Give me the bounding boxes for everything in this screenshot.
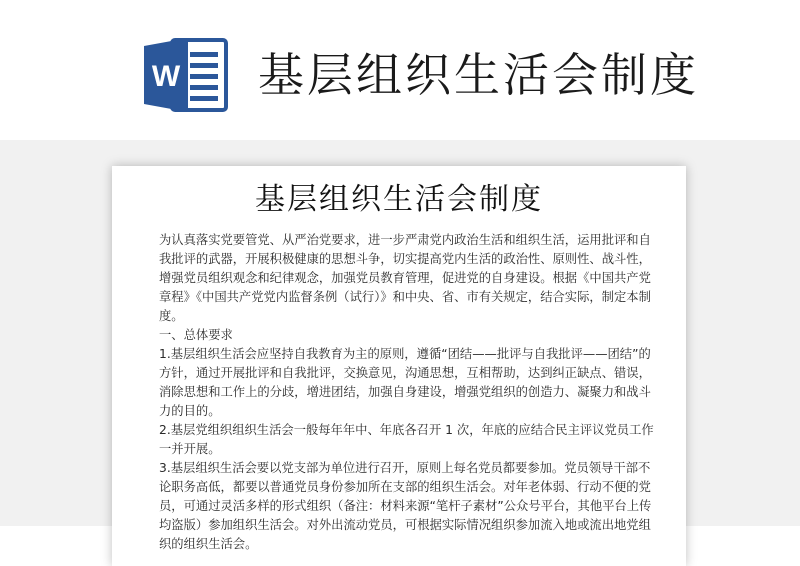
document-line: 3.基层组织生活会要以党支部为单位进行召开，原则上每名党员都要参加。党员领导干部不 [159, 461, 651, 475]
document-line: 章程》《中国共产党党内监督条例（试行）》和中央、省、市有关规定，结合实际，制定本制 [159, 290, 651, 304]
document-line: 均盗版）参加组织生活会。对外出流动党员，可根据实际情况组织参加流入地或流出地党组 [159, 518, 651, 532]
document-line: 力的目的。 [159, 404, 221, 418]
document-line: 消除思想和工作上的分歧，增进团结，加强自身建设，增强党组织的创造力、凝聚力和战斗 [159, 385, 651, 399]
document-line: 增强党员组织观念和纪律观念，加强党员教育管理，促进党的自身建设。根据《中国共产党 [159, 271, 651, 285]
document-line: 织的组织生活会。 [159, 537, 258, 551]
document-line: 方针，通过开展批评和自我批评，交换意见，沟通思想，互相帮助，达到纠正缺点、错误， [159, 366, 651, 380]
page-title: 基层组织生活会制度 [258, 48, 699, 102]
section-heading: 一、总体要求 [159, 328, 233, 342]
document-line: 我批评的武器，开展积极健康的思想斗争，切实提高党内生活的政治性、原则性、战斗性， [159, 252, 651, 266]
document-line: 员，可通过灵活多样的形式组织（备注：材料来源“笔杆子素材”公众号平台，其他平台上传 [159, 499, 652, 513]
word-letter: W [151, 60, 181, 93]
document-line: 论职务高低，都要以普通党员身份参加所在支部的组织生活会。对年老体弱、行动不便的党 [159, 480, 651, 494]
document-line: 1.基层组织生活会应坚持自我教育为主的原则，遵循“团结——批评与自我批评——团结”的 [159, 347, 651, 361]
document-line: 2.基层党组织组织生活会一般每年年中、年底各召开 1 次，年底的应结合民主评议党员工作 [159, 423, 654, 437]
document-line: 为认真落实党要管党、从严治党要求，进一步严肃党内政治生活和组织生活，运用批评和自 [159, 233, 651, 247]
word-document-icon [142, 36, 230, 114]
document-line: 一并开展。 [159, 442, 221, 456]
document-page [112, 166, 686, 566]
document-title: 基层组织生活会制度 [255, 182, 543, 217]
header-banner [0, 0, 800, 140]
document-line: 度。 [159, 309, 184, 323]
document-body [159, 231, 654, 554]
